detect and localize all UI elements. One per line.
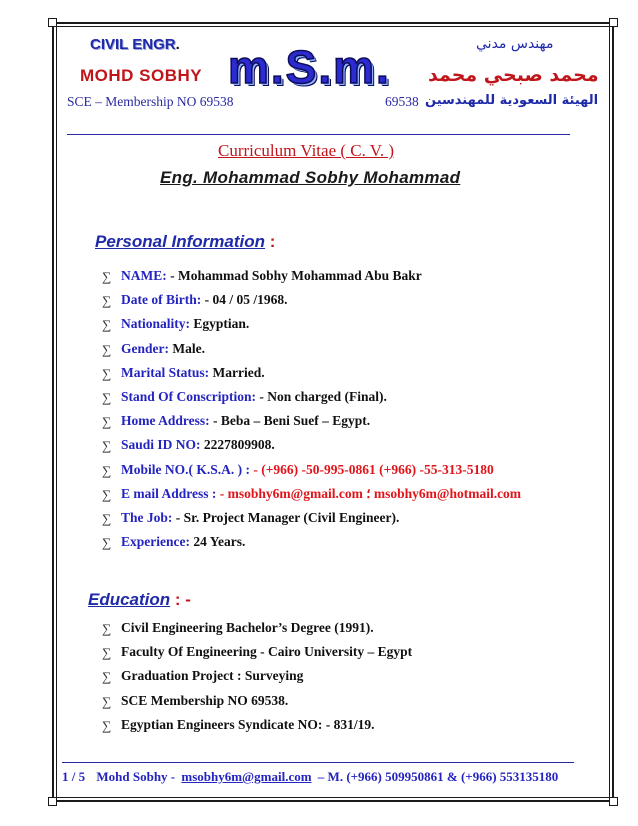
document-title: Curriculum Vitae ( C. V. ) [218,141,395,160]
personal-info-value: - (+966) -50-995-0861 (+966) -55-313-5180 [250,461,494,477]
personal-info-label: The Job: [121,510,173,525]
personal-info-heading: Personal Information : [95,232,276,251]
bullet-icon: ∑ [102,717,112,733]
personal-info-value: Egyptian. [190,316,250,332]
personal-info-label: Stand Of Conscription: [121,389,257,404]
bullet-icon: ∑ [102,621,112,636]
education-heading: Education : - [88,590,191,609]
bullet-icon: ∑ [102,341,112,357]
education-item: Graduation Project : Surveying [121,668,304,684]
corner-ornament-top-left [48,18,57,27]
header-name-left: MOHD SOBHY [80,66,203,85]
personal-info-value[interactable]: - msobhy6m@gmail.com ؛ msobhy6m@hotmail.com [216,485,522,501]
bullet-icon: ∑ [102,462,112,478]
bullet-icon: ∑ [102,486,112,502]
footer-page-number: 1 / 5 [62,769,86,784]
msm-logo: m.S.m. [228,41,391,93]
personal-info-item [121,510,399,526]
bullet-icon: ∑ [102,269,112,284]
personal-info-item [121,365,265,381]
personal-info-item [121,389,387,405]
personal-info-value: Married. [209,364,265,380]
bullet-icon: ∑ [102,438,112,454]
education-item: Egyptian Engineers Syndicate NO: - 831/19. [121,716,375,732]
header-title-left: CIVIL ENGR. [90,36,180,53]
bullet-icon: ∑ [102,390,112,405]
personal-info-item [121,292,287,308]
personal-info-value: Male. [169,340,205,356]
personal-info-item [121,268,422,284]
personal-info-item [121,413,370,429]
education-item: Civil Engineering Bachelor’s Degree (1991). [121,620,374,635]
bullet-icon: ∑ [102,414,112,430]
corner-ornament-top-right [609,18,618,27]
personal-info-value: - Beba – Beni Suef – Egypt. [209,413,371,429]
footer-phones: – M. (+966) 509950861 & (+966) 553135180 [317,769,559,784]
personal-info-value: - Non charged (Final). [256,389,387,404]
personal-info-value: - 04 / 05 /1968. [201,292,288,308]
personal-info-label: Saudi ID NO: [121,437,201,453]
personal-info-label: Date of Birth: [121,292,202,308]
bullet-icon: ∑ [102,693,112,709]
personal-info-item [121,462,494,478]
personal-info-item [121,437,275,453]
header-title-right: مهندس مدني [476,36,554,52]
footer-divider [62,762,574,763]
bullet-icon: ∑ [102,669,112,685]
personal-info-label: Experience: [121,534,190,550]
personal-info-label: Gender: [121,340,169,356]
personal-info-label: E mail Address : [121,485,217,501]
personal-info-value: 2227809908. [200,437,275,453]
personal-info-item [121,316,249,332]
personal-info-label: NAME: [121,268,167,283]
personal-info-value: 24 Years. [189,534,246,550]
header-membership-number-right: 69538 [385,94,419,109]
bullet-icon: ∑ [102,535,112,551]
bullet-icon: ∑ [102,511,112,526]
footer-name: Mohd Sobhy - [96,769,176,784]
person-name-heading: Eng. Mohammad Sobhy Mohammad [160,168,461,187]
education-item: Faculty Of Engineering - Cairo University – Egypt [121,644,413,660]
personal-info-value: - Sr. Project Manager (Civil Engineer). [172,510,400,525]
footer [62,769,558,785]
bullet-icon: ∑ [102,645,112,661]
header-divider [67,134,570,135]
header-membership-left: SCE – Membership NO 69538 [67,94,234,109]
personal-info-label: Nationality: [121,316,190,332]
header-name-right: محمد صبحي محمد [428,64,599,86]
personal-info-item [121,341,205,357]
corner-ornament-bottom-right [609,797,618,806]
personal-info-label: Marital Status: [121,364,210,380]
personal-info-value: - Mohammad Sobhy Mohammad Abu Bakr [166,268,422,283]
bullet-icon: ∑ [102,365,112,381]
education-item: SCE Membership NO 69538. [121,692,289,708]
corner-ornament-bottom-left [48,797,57,806]
header-membership-right: الهيئة السعودية للمهندسين [425,93,599,108]
personal-info-item [121,534,245,550]
footer-email-link[interactable]: msobhy6m@gmail.com [181,769,312,784]
bullet-icon: ∑ [102,293,112,309]
personal-info-item [121,486,521,502]
personal-info-label: Mobile NO.( K.S.A. ) : [121,461,250,477]
personal-info-label: Home Address: [121,413,210,429]
bullet-icon: ∑ [102,317,112,333]
